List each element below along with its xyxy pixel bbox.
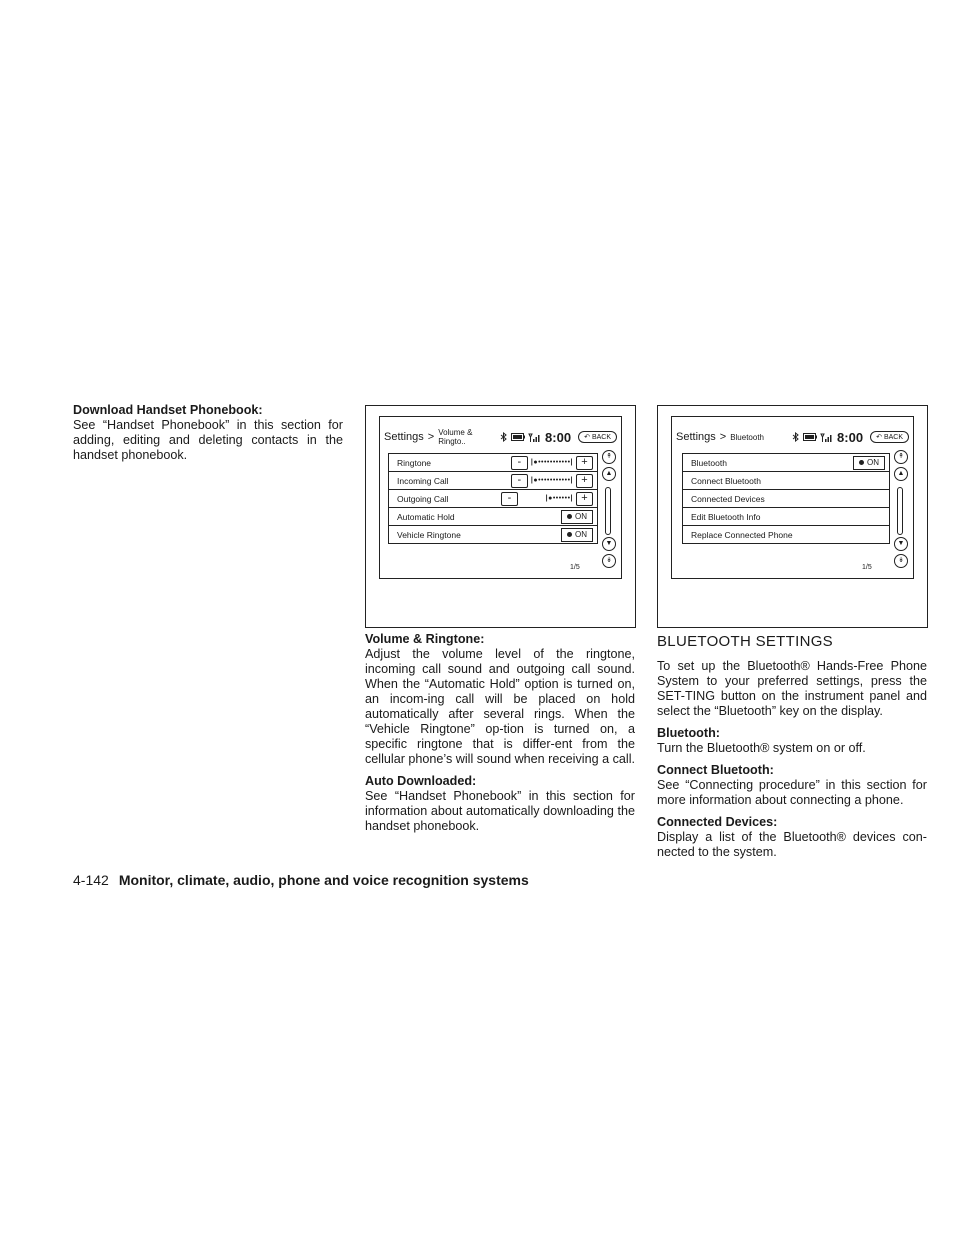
auto-downloaded-heading: Auto Downloaded:	[365, 774, 477, 788]
list-row-bluetooth[interactable]	[682, 454, 890, 472]
volume-ringtone-heading: Volume & Ringtone:	[365, 632, 485, 646]
clock: 8:00	[837, 429, 864, 445]
breadcrumb-separator: >	[719, 431, 727, 443]
volume-up-button[interactable]: +	[576, 456, 593, 470]
list-row-automatic-hold[interactable]	[388, 508, 598, 526]
row-label: Outgoing Call	[397, 493, 449, 504]
volume-level: |●•••••••••••|	[530, 477, 573, 484]
scroll-down-icon[interactable]: ▼	[602, 537, 616, 551]
breadcrumb-current: Volume & Ringto..	[438, 428, 473, 446]
back-label: BACK	[591, 433, 611, 441]
scroll-down-icon[interactable]: ▼	[894, 537, 908, 551]
volume-control	[511, 474, 593, 488]
volume-down-button[interactable]: -	[501, 492, 518, 506]
right-column	[657, 659, 927, 860]
connected-devices-heading: Connected Devices:	[657, 815, 778, 829]
list-row-connected-devices[interactable]	[682, 490, 890, 508]
scrollbar[interactable]	[894, 450, 906, 565]
row-label: Replace Connected Phone	[691, 529, 793, 540]
back-button[interactable]	[870, 431, 909, 443]
page-footer	[73, 872, 529, 888]
breadcrumb-settings[interactable]: Settings	[384, 431, 424, 443]
bluetooth-text: Turn the Bluetooth® system on or off.	[657, 741, 866, 755]
page-indicator: 1/5	[570, 564, 580, 571]
middle-column	[365, 632, 635, 834]
auto-downloaded-text: See “Handset Phonebook” in this section for information about automatically downloading the handset phonebook.	[365, 789, 635, 833]
back-arrow-icon: ↶	[876, 434, 882, 441]
chapter-title: Monitor, climate, audio, phone and voice recognition systems	[118, 872, 529, 888]
volume-control	[511, 456, 593, 470]
connect-bluetooth-heading: Connect Bluetooth:	[657, 763, 774, 777]
volume-down-button[interactable]: -	[511, 456, 528, 470]
screen-topbar	[384, 429, 617, 445]
volume-level: |●••••••|	[545, 495, 573, 502]
figure-bluetooth-settings	[657, 405, 928, 628]
list-row-connect-bluetooth[interactable]	[682, 472, 890, 490]
settings-list	[682, 453, 890, 544]
row-label: Incoming Call	[397, 475, 449, 486]
back-label: BACK	[883, 433, 903, 441]
breadcrumb-settings[interactable]: Settings	[676, 431, 716, 443]
status-icons	[792, 430, 909, 445]
bluetooth-intro-text: To set up the Bluetooth® Hands-Free Phone System to your preferred settings, press the SET-TING button on the instrument panel and select the “Bluetooth” key on the display.	[657, 659, 927, 718]
list-row-ringtone[interactable]	[388, 454, 598, 472]
section-title: BLUETOOTH SETTINGS	[657, 633, 833, 650]
row-label: Automatic Hold	[397, 511, 455, 522]
connected-devices-text: Display a list of the Bluetooth® devices con-nected to the system.	[657, 830, 927, 859]
breadcrumb-current: Bluetooth	[730, 432, 764, 442]
row-label: Vehicle Ringtone	[397, 529, 461, 540]
bluetooth-icon	[500, 432, 508, 442]
scroll-track[interactable]	[897, 487, 903, 535]
row-label: Connect Bluetooth	[691, 475, 761, 486]
back-arrow-icon: ↶	[584, 434, 590, 441]
figure-volume-ringtone	[365, 405, 636, 628]
volume-up-button[interactable]: +	[576, 474, 593, 488]
screen-volume-ringtone	[379, 416, 622, 579]
download-phonebook-heading: Download Handset Phonebook:	[73, 403, 263, 417]
indicator-dot-icon	[567, 532, 572, 537]
scroll-bottom-icon[interactable]: ↡	[894, 554, 908, 568]
bluetooth-icon	[792, 432, 800, 442]
connect-bluetooth-text: See “Connecting procedure” in this section for more information about connecting a phone.	[657, 778, 927, 807]
page-number: 4-142	[73, 872, 109, 888]
battery-icon	[803, 433, 817, 441]
toggle-label: ON	[575, 511, 587, 521]
list-row-incoming-call[interactable]	[388, 472, 598, 490]
volume-level: |●•••••••••••|	[530, 459, 573, 466]
volume-down-button[interactable]: -	[511, 474, 528, 488]
toggle-label: ON	[867, 457, 879, 467]
row-label: Edit Bluetooth Info	[691, 511, 761, 522]
breadcrumb-separator: >	[427, 431, 435, 443]
list-row-edit-bluetooth-info[interactable]	[682, 508, 890, 526]
back-button[interactable]	[578, 431, 617, 443]
screen-topbar	[676, 429, 909, 445]
list-row-outgoing-call[interactable]	[388, 490, 598, 508]
toggle-label: ON	[575, 529, 587, 539]
screen-bluetooth	[671, 416, 914, 579]
indicator-dot-icon	[567, 514, 572, 519]
scroll-bottom-icon[interactable]: ↡	[602, 554, 616, 568]
clock: 8:00	[545, 429, 572, 445]
scrollbar[interactable]	[602, 450, 614, 565]
volume-up-button[interactable]: +	[576, 492, 593, 506]
list-row-replace-connected-phone[interactable]	[682, 526, 890, 544]
scroll-top-icon[interactable]: ↟	[894, 450, 908, 464]
toggle-on-indicator[interactable]	[561, 510, 593, 524]
settings-list	[388, 453, 598, 544]
left-column	[73, 403, 343, 463]
row-label: Connected Devices	[691, 493, 765, 504]
scroll-top-icon[interactable]: ↟	[602, 450, 616, 464]
volume-ringtone-text: Adjust the volume level of the ringtone, incoming call sound and outgoing call sound. When the “Automatic Hold” option is turned on, an incom-ing call will be placed on hold automatically after several rings. When the “Vehicle Ringtone” op-tion is turned on, a specific ringtone that is differ-ent from the cellular phone’s will sound when receiving a call.	[365, 647, 635, 766]
row-label: Ringtone	[397, 457, 432, 468]
signal-icon	[528, 433, 540, 442]
battery-icon	[511, 433, 525, 441]
scroll-up-icon[interactable]: ▲	[602, 467, 616, 481]
scroll-up-icon[interactable]: ▲	[894, 467, 908, 481]
download-phonebook-text: See “Handset Phonebook” in this section for adding, editing and deleting contacts in the handset phonebook.	[73, 418, 343, 462]
volume-control	[501, 492, 593, 506]
indicator-dot-icon	[859, 460, 864, 465]
scroll-track[interactable]	[605, 487, 611, 535]
row-label: Bluetooth	[691, 457, 727, 468]
bluetooth-heading: Bluetooth:	[657, 726, 720, 740]
signal-icon	[820, 433, 832, 442]
list-row-vehicle-ringtone[interactable]	[388, 526, 598, 544]
toggle-on-indicator[interactable]	[561, 528, 593, 542]
page-indicator: 1/5	[862, 564, 872, 571]
toggle-on-indicator[interactable]	[853, 456, 885, 470]
status-icons	[500, 430, 617, 445]
